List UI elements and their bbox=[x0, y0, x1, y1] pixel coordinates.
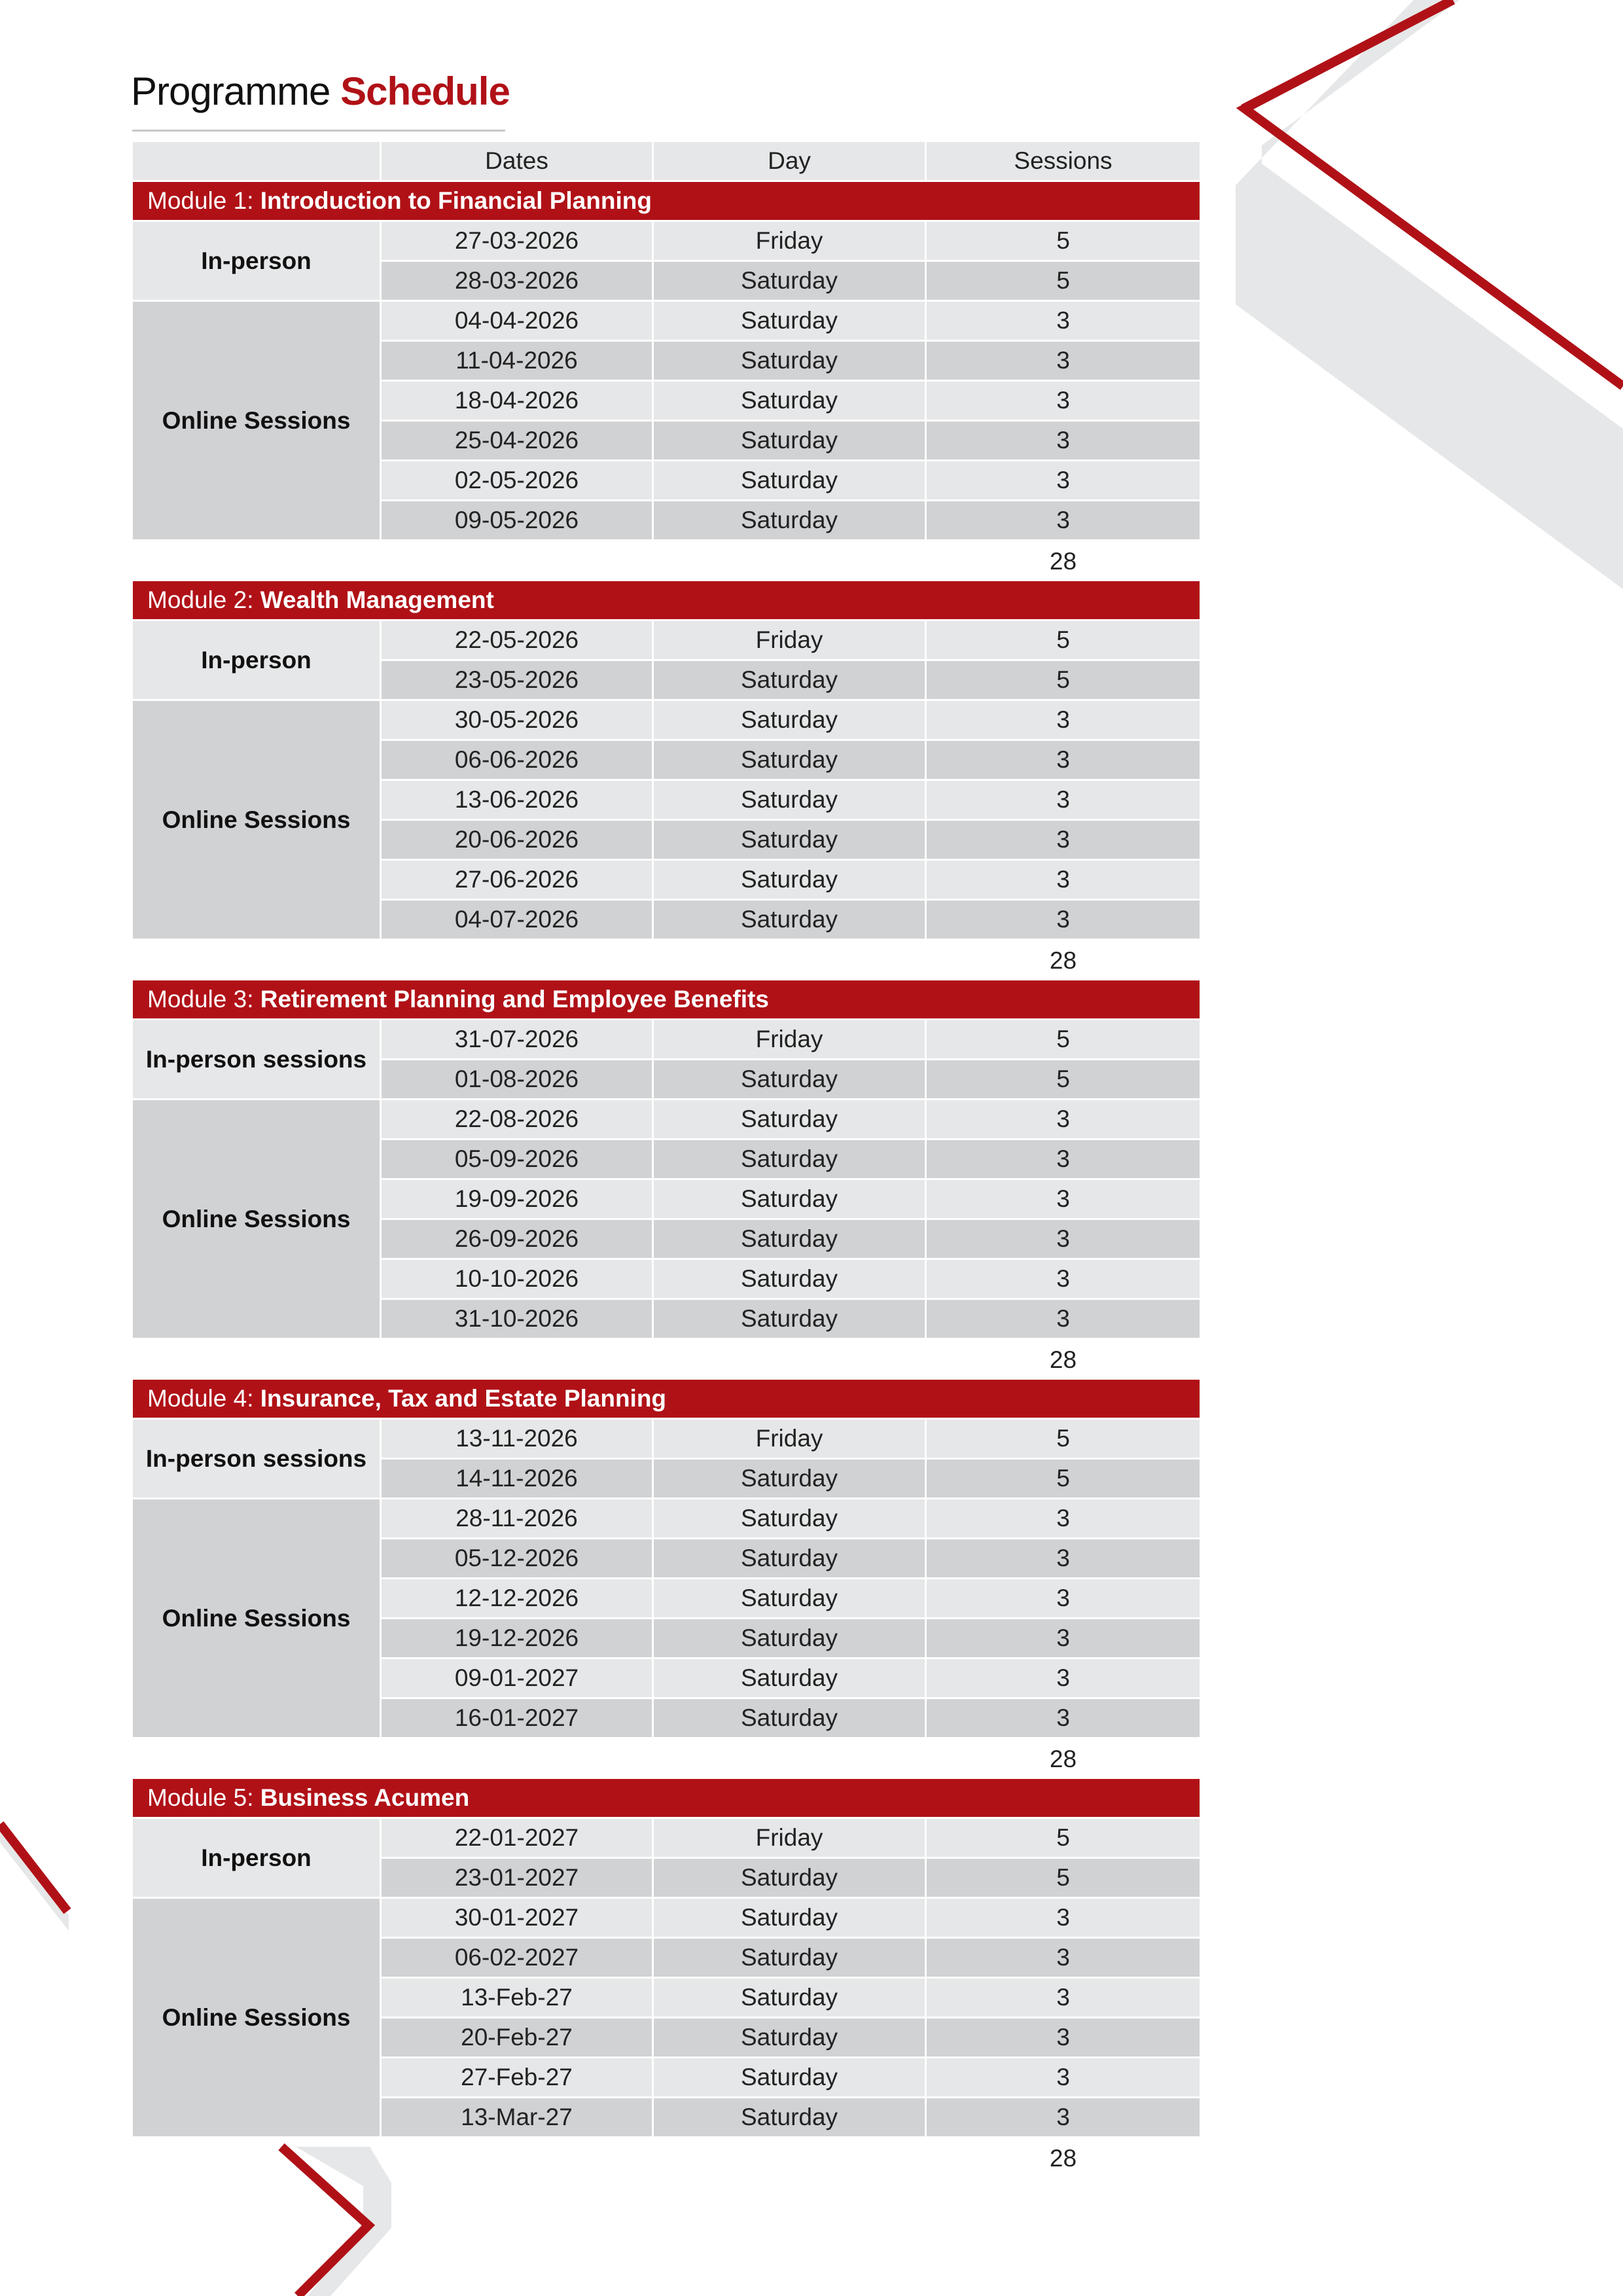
table-row bbox=[382, 382, 1200, 422]
day-cell: Saturday bbox=[654, 1460, 927, 1499]
sessions-cell: 3 bbox=[927, 701, 1200, 741]
table-row bbox=[382, 342, 1200, 382]
module-number: Module 1: bbox=[147, 187, 254, 214]
day-cell: Saturday bbox=[654, 2018, 927, 2058]
date-cell: 19-09-2026 bbox=[382, 1180, 654, 1220]
date-cell: 04-07-2026 bbox=[382, 901, 654, 941]
module-block bbox=[133, 182, 1200, 581]
online-group bbox=[133, 701, 1200, 941]
module-number: Module 2: bbox=[147, 586, 254, 613]
title-underline bbox=[132, 130, 505, 132]
header-sessions: Sessions bbox=[927, 142, 1200, 182]
table-row bbox=[382, 262, 1200, 302]
day-cell: Saturday bbox=[654, 741, 927, 781]
sessions-cell: 3 bbox=[927, 302, 1200, 342]
date-cell: 23-01-2027 bbox=[382, 1859, 654, 1899]
date-cell: 14-11-2026 bbox=[382, 1460, 654, 1499]
module-total-sessions: 28 bbox=[1049, 1745, 1077, 1772]
day-cell: Saturday bbox=[654, 1659, 927, 1699]
table-row bbox=[382, 1260, 1200, 1300]
inperson-group bbox=[133, 1420, 1200, 1499]
day-cell: Saturday bbox=[654, 1060, 927, 1100]
module-total-row bbox=[133, 541, 1200, 581]
table-row bbox=[382, 1819, 1200, 1859]
sessions-cell: 3 bbox=[927, 821, 1200, 861]
table-row bbox=[382, 1979, 1200, 2018]
sessions-cell: 3 bbox=[927, 2098, 1200, 2138]
table-row bbox=[382, 461, 1200, 501]
online-label: Online Sessions bbox=[133, 701, 382, 941]
day-cell: Saturday bbox=[654, 302, 927, 342]
title-accent: Schedule bbox=[340, 69, 510, 113]
table-row bbox=[382, 1460, 1200, 1499]
top-right-chevron-red-line bbox=[1245, 0, 1623, 386]
day-cell: Saturday bbox=[654, 781, 927, 821]
date-cell: 26-09-2026 bbox=[382, 1220, 654, 1260]
bottom-left-chevron-gray bbox=[0, 1800, 69, 1931]
date-cell: 13-06-2026 bbox=[382, 781, 654, 821]
sessions-cell: 3 bbox=[927, 1619, 1200, 1659]
sessions-cell: 5 bbox=[927, 1460, 1200, 1499]
header-dates: Dates bbox=[382, 142, 654, 182]
table-row bbox=[382, 1220, 1200, 1260]
module-header bbox=[133, 1779, 1200, 1819]
day-cell: Saturday bbox=[654, 1260, 927, 1300]
date-cell: 28-03-2026 bbox=[382, 262, 654, 302]
date-cell: 01-08-2026 bbox=[382, 1060, 654, 1100]
day-cell: Saturday bbox=[654, 821, 927, 861]
module-number: Module 3: bbox=[147, 986, 254, 1013]
online-label: Online Sessions bbox=[133, 302, 382, 541]
table-row bbox=[382, 1859, 1200, 1899]
date-cell: 22-01-2027 bbox=[382, 1819, 654, 1859]
date-cell: 20-Feb-27 bbox=[382, 2018, 654, 2058]
date-cell: 19-12-2026 bbox=[382, 1619, 654, 1659]
top-right-chevron-gray bbox=[1236, 0, 1623, 589]
module-total-row bbox=[133, 941, 1200, 980]
inperson-group bbox=[133, 1819, 1200, 1899]
sessions-cell: 5 bbox=[927, 262, 1200, 302]
sessions-cell: 3 bbox=[927, 1579, 1200, 1619]
table-row bbox=[382, 1539, 1200, 1579]
day-cell: Saturday bbox=[654, 2058, 927, 2098]
date-cell: 05-12-2026 bbox=[382, 1539, 654, 1579]
date-cell: 13-Mar-27 bbox=[382, 2098, 654, 2138]
sessions-cell: 3 bbox=[927, 1220, 1200, 1260]
module-name: Introduction to Financial Planning bbox=[260, 187, 652, 214]
day-cell: Saturday bbox=[654, 1539, 927, 1579]
sessions-cell: 3 bbox=[927, 1979, 1200, 2018]
day-cell: Saturday bbox=[654, 382, 927, 422]
sessions-cell: 3 bbox=[927, 1499, 1200, 1539]
day-cell: Saturday bbox=[654, 1939, 927, 1979]
day-cell: Saturday bbox=[654, 1300, 927, 1340]
sessions-cell: 3 bbox=[927, 1100, 1200, 1140]
schedule-table bbox=[133, 142, 1200, 2178]
inperson-label: In-person bbox=[133, 222, 382, 302]
day-cell: Saturday bbox=[654, 1100, 927, 1140]
module-number: Module 5: bbox=[147, 1784, 254, 1811]
online-label: Online Sessions bbox=[133, 1499, 382, 1739]
module-header bbox=[133, 1380, 1200, 1420]
sessions-cell: 3 bbox=[927, 901, 1200, 941]
module-total-sessions: 28 bbox=[1049, 547, 1077, 575]
day-cell: Saturday bbox=[654, 1619, 927, 1659]
table-row bbox=[382, 2098, 1200, 2138]
sessions-cell: 3 bbox=[927, 382, 1200, 422]
table-row bbox=[382, 501, 1200, 541]
module-header bbox=[133, 182, 1200, 222]
table-row bbox=[382, 661, 1200, 701]
inperson-label: In-person bbox=[133, 621, 382, 701]
day-cell: Saturday bbox=[654, 1499, 927, 1539]
module-block bbox=[133, 581, 1200, 980]
inperson-group bbox=[133, 621, 1200, 701]
table-row bbox=[382, 1939, 1200, 1979]
date-cell: 27-06-2026 bbox=[382, 861, 654, 901]
date-cell: 20-06-2026 bbox=[382, 821, 654, 861]
date-cell: 06-06-2026 bbox=[382, 741, 654, 781]
date-cell: 12-12-2026 bbox=[382, 1579, 654, 1619]
day-cell: Friday bbox=[654, 1420, 927, 1460]
module-total-row bbox=[133, 1739, 1200, 1779]
module-total-row bbox=[133, 1340, 1200, 1380]
table-row bbox=[382, 1300, 1200, 1340]
table-row bbox=[382, 2018, 1200, 2058]
table-row bbox=[382, 302, 1200, 342]
sessions-cell: 3 bbox=[927, 1300, 1200, 1340]
module-total-sessions: 28 bbox=[1049, 2144, 1077, 2172]
table-row bbox=[382, 1899, 1200, 1939]
date-cell: 02-05-2026 bbox=[382, 461, 654, 501]
module-block bbox=[133, 980, 1200, 1380]
date-cell: 04-04-2026 bbox=[382, 302, 654, 342]
header-blank bbox=[133, 142, 382, 182]
sessions-cell: 3 bbox=[927, 1899, 1200, 1939]
day-cell: Saturday bbox=[654, 661, 927, 701]
table-row bbox=[382, 1579, 1200, 1619]
date-cell: 23-05-2026 bbox=[382, 661, 654, 701]
sessions-cell: 3 bbox=[927, 422, 1200, 461]
inperson-label: In-person bbox=[133, 1819, 382, 1899]
module-number: Module 4: bbox=[147, 1385, 254, 1412]
table-row bbox=[382, 741, 1200, 781]
day-cell: Saturday bbox=[654, 501, 927, 541]
table-row bbox=[382, 781, 1200, 821]
sessions-cell: 5 bbox=[927, 1859, 1200, 1899]
sessions-cell: 5 bbox=[927, 1420, 1200, 1460]
day-cell: Friday bbox=[654, 1020, 927, 1060]
day-cell: Friday bbox=[654, 222, 927, 262]
module-name: Insurance, Tax and Estate Planning bbox=[260, 1385, 667, 1412]
module-total-sessions: 28 bbox=[1049, 1346, 1077, 1373]
table-row bbox=[382, 1420, 1200, 1460]
sessions-cell: 5 bbox=[927, 621, 1200, 661]
table-row bbox=[382, 422, 1200, 461]
sessions-cell: 3 bbox=[927, 1140, 1200, 1180]
table-row bbox=[382, 1659, 1200, 1699]
sessions-cell: 3 bbox=[927, 861, 1200, 901]
day-cell: Saturday bbox=[654, 342, 927, 382]
sessions-cell: 5 bbox=[927, 1020, 1200, 1060]
date-cell: 09-05-2026 bbox=[382, 501, 654, 541]
table-row bbox=[382, 821, 1200, 861]
online-group bbox=[133, 1899, 1200, 2138]
table-row bbox=[382, 901, 1200, 941]
online-label: Online Sessions bbox=[133, 1899, 382, 2138]
table-row bbox=[382, 1619, 1200, 1659]
module-name: Business Acumen bbox=[260, 1784, 470, 1811]
day-cell: Saturday bbox=[654, 262, 927, 302]
module-header bbox=[133, 581, 1200, 621]
date-cell: 25-04-2026 bbox=[382, 422, 654, 461]
table-row bbox=[382, 222, 1200, 262]
sessions-cell: 5 bbox=[927, 222, 1200, 262]
table-row bbox=[382, 1499, 1200, 1539]
day-cell: Saturday bbox=[654, 1579, 927, 1619]
date-cell: 22-08-2026 bbox=[382, 1100, 654, 1140]
top-right-chevron-red bbox=[1243, 0, 1453, 109]
table-row bbox=[382, 1060, 1200, 1100]
date-cell: 13-Feb-27 bbox=[382, 1979, 654, 2018]
sessions-cell: 5 bbox=[927, 1819, 1200, 1859]
module-list bbox=[133, 182, 1200, 2178]
page-title bbox=[131, 69, 510, 114]
inperson-group bbox=[133, 222, 1200, 302]
module-total-row bbox=[133, 2138, 1200, 2178]
sessions-cell: 3 bbox=[927, 1180, 1200, 1220]
module-total-sessions: 28 bbox=[1049, 946, 1077, 974]
sessions-cell: 3 bbox=[927, 741, 1200, 781]
inperson-group bbox=[133, 1020, 1200, 1100]
day-cell: Friday bbox=[654, 621, 927, 661]
online-label: Online Sessions bbox=[133, 1100, 382, 1340]
table-row bbox=[382, 1100, 1200, 1140]
table-row bbox=[382, 701, 1200, 741]
day-cell: Saturday bbox=[654, 701, 927, 741]
day-cell: Saturday bbox=[654, 1859, 927, 1899]
date-cell: 27-Feb-27 bbox=[382, 2058, 654, 2098]
sessions-cell: 3 bbox=[927, 1939, 1200, 1979]
sessions-cell: 3 bbox=[927, 1260, 1200, 1300]
date-cell: 31-10-2026 bbox=[382, 1300, 654, 1340]
sessions-cell: 3 bbox=[927, 1539, 1200, 1579]
table-header-row bbox=[133, 142, 1200, 182]
date-cell: 18-04-2026 bbox=[382, 382, 654, 422]
day-cell: Saturday bbox=[654, 1899, 927, 1939]
title-prefix: Programme bbox=[131, 69, 330, 113]
online-group bbox=[133, 1499, 1200, 1739]
day-cell: Saturday bbox=[654, 461, 927, 501]
day-cell: Saturday bbox=[654, 861, 927, 901]
table-row bbox=[382, 1699, 1200, 1739]
table-row bbox=[382, 621, 1200, 661]
day-cell: Saturday bbox=[654, 1979, 927, 2018]
date-cell: 30-05-2026 bbox=[382, 701, 654, 741]
day-cell: Saturday bbox=[654, 901, 927, 941]
module-block bbox=[133, 1779, 1200, 2178]
date-cell: 30-01-2027 bbox=[382, 1899, 654, 1939]
day-cell: Saturday bbox=[654, 1220, 927, 1260]
table-row bbox=[382, 1140, 1200, 1180]
table-row bbox=[382, 1180, 1200, 1220]
date-cell: 10-10-2026 bbox=[382, 1260, 654, 1300]
date-cell: 05-09-2026 bbox=[382, 1140, 654, 1180]
day-cell: Saturday bbox=[654, 1180, 927, 1220]
table-row bbox=[382, 1020, 1200, 1060]
date-cell: 16-01-2027 bbox=[382, 1699, 654, 1739]
table-row bbox=[382, 861, 1200, 901]
online-group bbox=[133, 1100, 1200, 1340]
day-cell: Saturday bbox=[654, 2098, 927, 2138]
day-cell: Friday bbox=[654, 1819, 927, 1859]
day-cell: Saturday bbox=[654, 1140, 927, 1180]
date-cell: 31-07-2026 bbox=[382, 1020, 654, 1060]
header-day: Day bbox=[654, 142, 927, 182]
module-name: Wealth Management bbox=[260, 586, 494, 613]
date-cell: 11-04-2026 bbox=[382, 342, 654, 382]
date-cell: 22-05-2026 bbox=[382, 621, 654, 661]
sessions-cell: 3 bbox=[927, 2018, 1200, 2058]
day-cell: Saturday bbox=[654, 1699, 927, 1739]
sessions-cell: 5 bbox=[927, 1060, 1200, 1100]
sessions-cell: 3 bbox=[927, 1699, 1200, 1739]
table-row bbox=[382, 2058, 1200, 2098]
sessions-cell: 3 bbox=[927, 461, 1200, 501]
module-block bbox=[133, 1380, 1200, 1779]
bottom-left-chevron-red-upper bbox=[0, 1824, 67, 1911]
sessions-cell: 5 bbox=[927, 661, 1200, 701]
inperson-label: In-person sessions bbox=[133, 1420, 382, 1499]
sessions-cell: 3 bbox=[927, 342, 1200, 382]
sessions-cell: 3 bbox=[927, 501, 1200, 541]
online-group bbox=[133, 302, 1200, 541]
date-cell: 13-11-2026 bbox=[382, 1420, 654, 1460]
date-cell: 06-02-2027 bbox=[382, 1939, 654, 1979]
sessions-cell: 3 bbox=[927, 781, 1200, 821]
module-name: Retirement Planning and Employee Benefits bbox=[260, 986, 769, 1013]
inperson-label: In-person sessions bbox=[133, 1020, 382, 1100]
sessions-cell: 3 bbox=[927, 2058, 1200, 2098]
sessions-cell: 3 bbox=[927, 1659, 1200, 1699]
date-cell: 27-03-2026 bbox=[382, 222, 654, 262]
day-cell: Saturday bbox=[654, 422, 927, 461]
module-header bbox=[133, 980, 1200, 1020]
date-cell: 09-01-2027 bbox=[382, 1659, 654, 1699]
date-cell: 28-11-2026 bbox=[382, 1499, 654, 1539]
